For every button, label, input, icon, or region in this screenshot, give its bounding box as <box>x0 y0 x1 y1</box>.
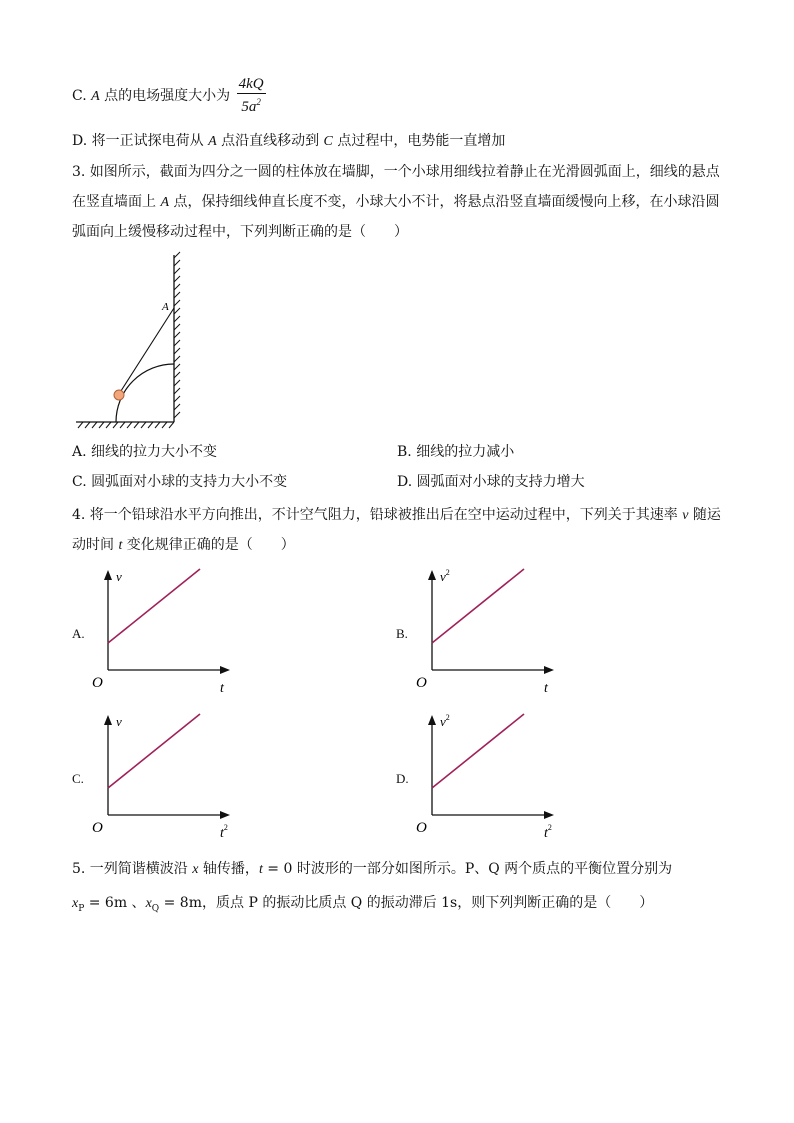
variable-t: t <box>118 538 123 553</box>
origin-label: O <box>416 675 427 691</box>
x-axis-label: t <box>544 681 548 696</box>
separator: 、 <box>127 895 146 911</box>
graph-option-d <box>396 708 576 843</box>
x-axis-arrow <box>544 811 554 819</box>
x-axis-label: $t^2$ <box>220 823 228 841</box>
x-axis-label: t <box>220 681 224 696</box>
stem-text: 在竖直墙面上 <box>72 194 161 210</box>
graph-option-b <box>396 563 576 698</box>
stem-text: 5. 一列简谐横波沿 <box>72 861 193 877</box>
subscript-p: P <box>78 903 85 914</box>
point-label: C <box>323 134 333 149</box>
ball <box>114 390 124 400</box>
den-base: 5a <box>241 99 257 115</box>
graph-option-label: A. <box>72 626 85 641</box>
y-axis-label: $v^2$ <box>440 568 450 584</box>
x-axis-arrow <box>220 666 230 674</box>
q3-stem-line1: 3. 如图所示，截面为四分之一圆的柱体放在墙脚，一个小球用细线拉着静止在光滑圆弧面上，细线的悬点 <box>72 164 720 180</box>
value-xq: = 8m <box>159 895 202 911</box>
stem-text: 点，保持细线伸直长度不变，小球大小不计，将悬点沿竖直墙面缓慢向上移，在小球沿圆 <box>169 194 720 210</box>
graph-option-a <box>72 563 252 698</box>
variable-t: t <box>258 862 263 877</box>
y-axis-arrow <box>428 715 436 725</box>
option-letter: C. <box>72 88 92 104</box>
option-text: D. 将一正试探电荷从 <box>72 133 209 149</box>
x-axis-arrow <box>544 666 554 674</box>
q3-option-b: B. 细线的拉力减小 <box>397 444 515 460</box>
point-label: A <box>91 89 100 104</box>
variable-v: v <box>682 508 689 523</box>
stem-text: = 0 时波形的一部分如图所示。P、Q 两个质点的平衡位置分别为 <box>262 861 673 877</box>
option-text: 点的电场强度大小为 <box>99 88 235 104</box>
fraction-numerator: 4kQ <box>238 76 264 92</box>
wall-hatch <box>174 252 180 418</box>
stem-text: 轴传播， <box>198 861 259 877</box>
origin-label: O <box>92 820 103 836</box>
origin-label: O <box>92 675 103 691</box>
graph-option-label: B. <box>396 626 408 641</box>
variable-x: x <box>145 896 152 911</box>
point-label: A <box>208 134 217 149</box>
graph-svg <box>72 563 252 698</box>
graph-svg <box>396 563 576 698</box>
x-axis-arrow <box>220 811 230 819</box>
q2-option-c <box>72 76 266 116</box>
ground-hatch <box>78 422 174 428</box>
option-text: 点过程中，电势能一直增加 <box>332 133 506 149</box>
point-label: A <box>160 195 170 210</box>
x-axis-label: $t^2$ <box>544 823 552 841</box>
q3-stem-line3: 弧面向上缓慢移动过程中，下列判断正确的是（ ） <box>72 224 408 240</box>
fraction-denominator <box>237 94 266 116</box>
y-axis-arrow <box>104 570 112 580</box>
q3-option-c: C. 圆弧面对小球的支持力大小不变 <box>72 474 288 490</box>
graph-option-c <box>72 708 252 843</box>
y-axis-arrow <box>104 715 112 725</box>
option-text: 点沿直线移动到 <box>216 133 324 149</box>
q4-stem-line2 <box>72 536 295 555</box>
graph-svg <box>396 708 576 843</box>
stem-text: 变化规律正确的是（ ） <box>122 537 295 553</box>
y-axis-arrow <box>428 570 436 580</box>
y-axis-label: $v^2$ <box>440 713 450 729</box>
q3-option-d: D. 圆弧面对小球的支持力增大 <box>397 474 585 490</box>
stem-text: ，质点 P 的振动比质点 Q 的振动滞后 1s，则下列判断正确的是（ ） <box>202 895 654 911</box>
origin-label: O <box>416 820 427 836</box>
q2-option-d <box>72 132 505 151</box>
quarter-circle-arc <box>116 364 174 422</box>
q3-figure <box>70 250 190 435</box>
string <box>119 308 174 394</box>
data-line <box>108 714 200 788</box>
graph-option-label: C. <box>72 771 84 786</box>
fraction <box>237 76 266 116</box>
data-line <box>432 714 524 788</box>
q3-option-a: A. 细线的拉力大小不变 <box>72 444 218 460</box>
graph-svg <box>72 708 252 843</box>
y-axis-label: v <box>116 714 122 729</box>
stem-text: 随运 <box>688 507 721 523</box>
data-line <box>108 569 200 643</box>
value-xp: = 6m <box>84 895 128 911</box>
data-line <box>432 569 524 643</box>
stem-text: 4. 将一个铅球沿水平方向推出，不计空气阻力，铅球被推出后在空中运动过程中，下列关于其速率 <box>72 507 683 523</box>
q4-stem-line1 <box>72 506 721 525</box>
q5-stem-line1 <box>72 860 672 879</box>
stem-text: 动时间 <box>72 537 119 553</box>
point-a-label: A <box>162 301 169 313</box>
variable-x: x <box>192 862 199 877</box>
y-axis-label: v <box>116 569 122 584</box>
den-exponent: 2 <box>256 97 261 107</box>
variable-x: x <box>72 896 79 911</box>
q5-stem-line2 <box>72 894 653 918</box>
graph-option-label: D. <box>396 771 409 786</box>
subscript-q: Q <box>151 903 160 914</box>
q3-stem-line2 <box>72 193 719 212</box>
